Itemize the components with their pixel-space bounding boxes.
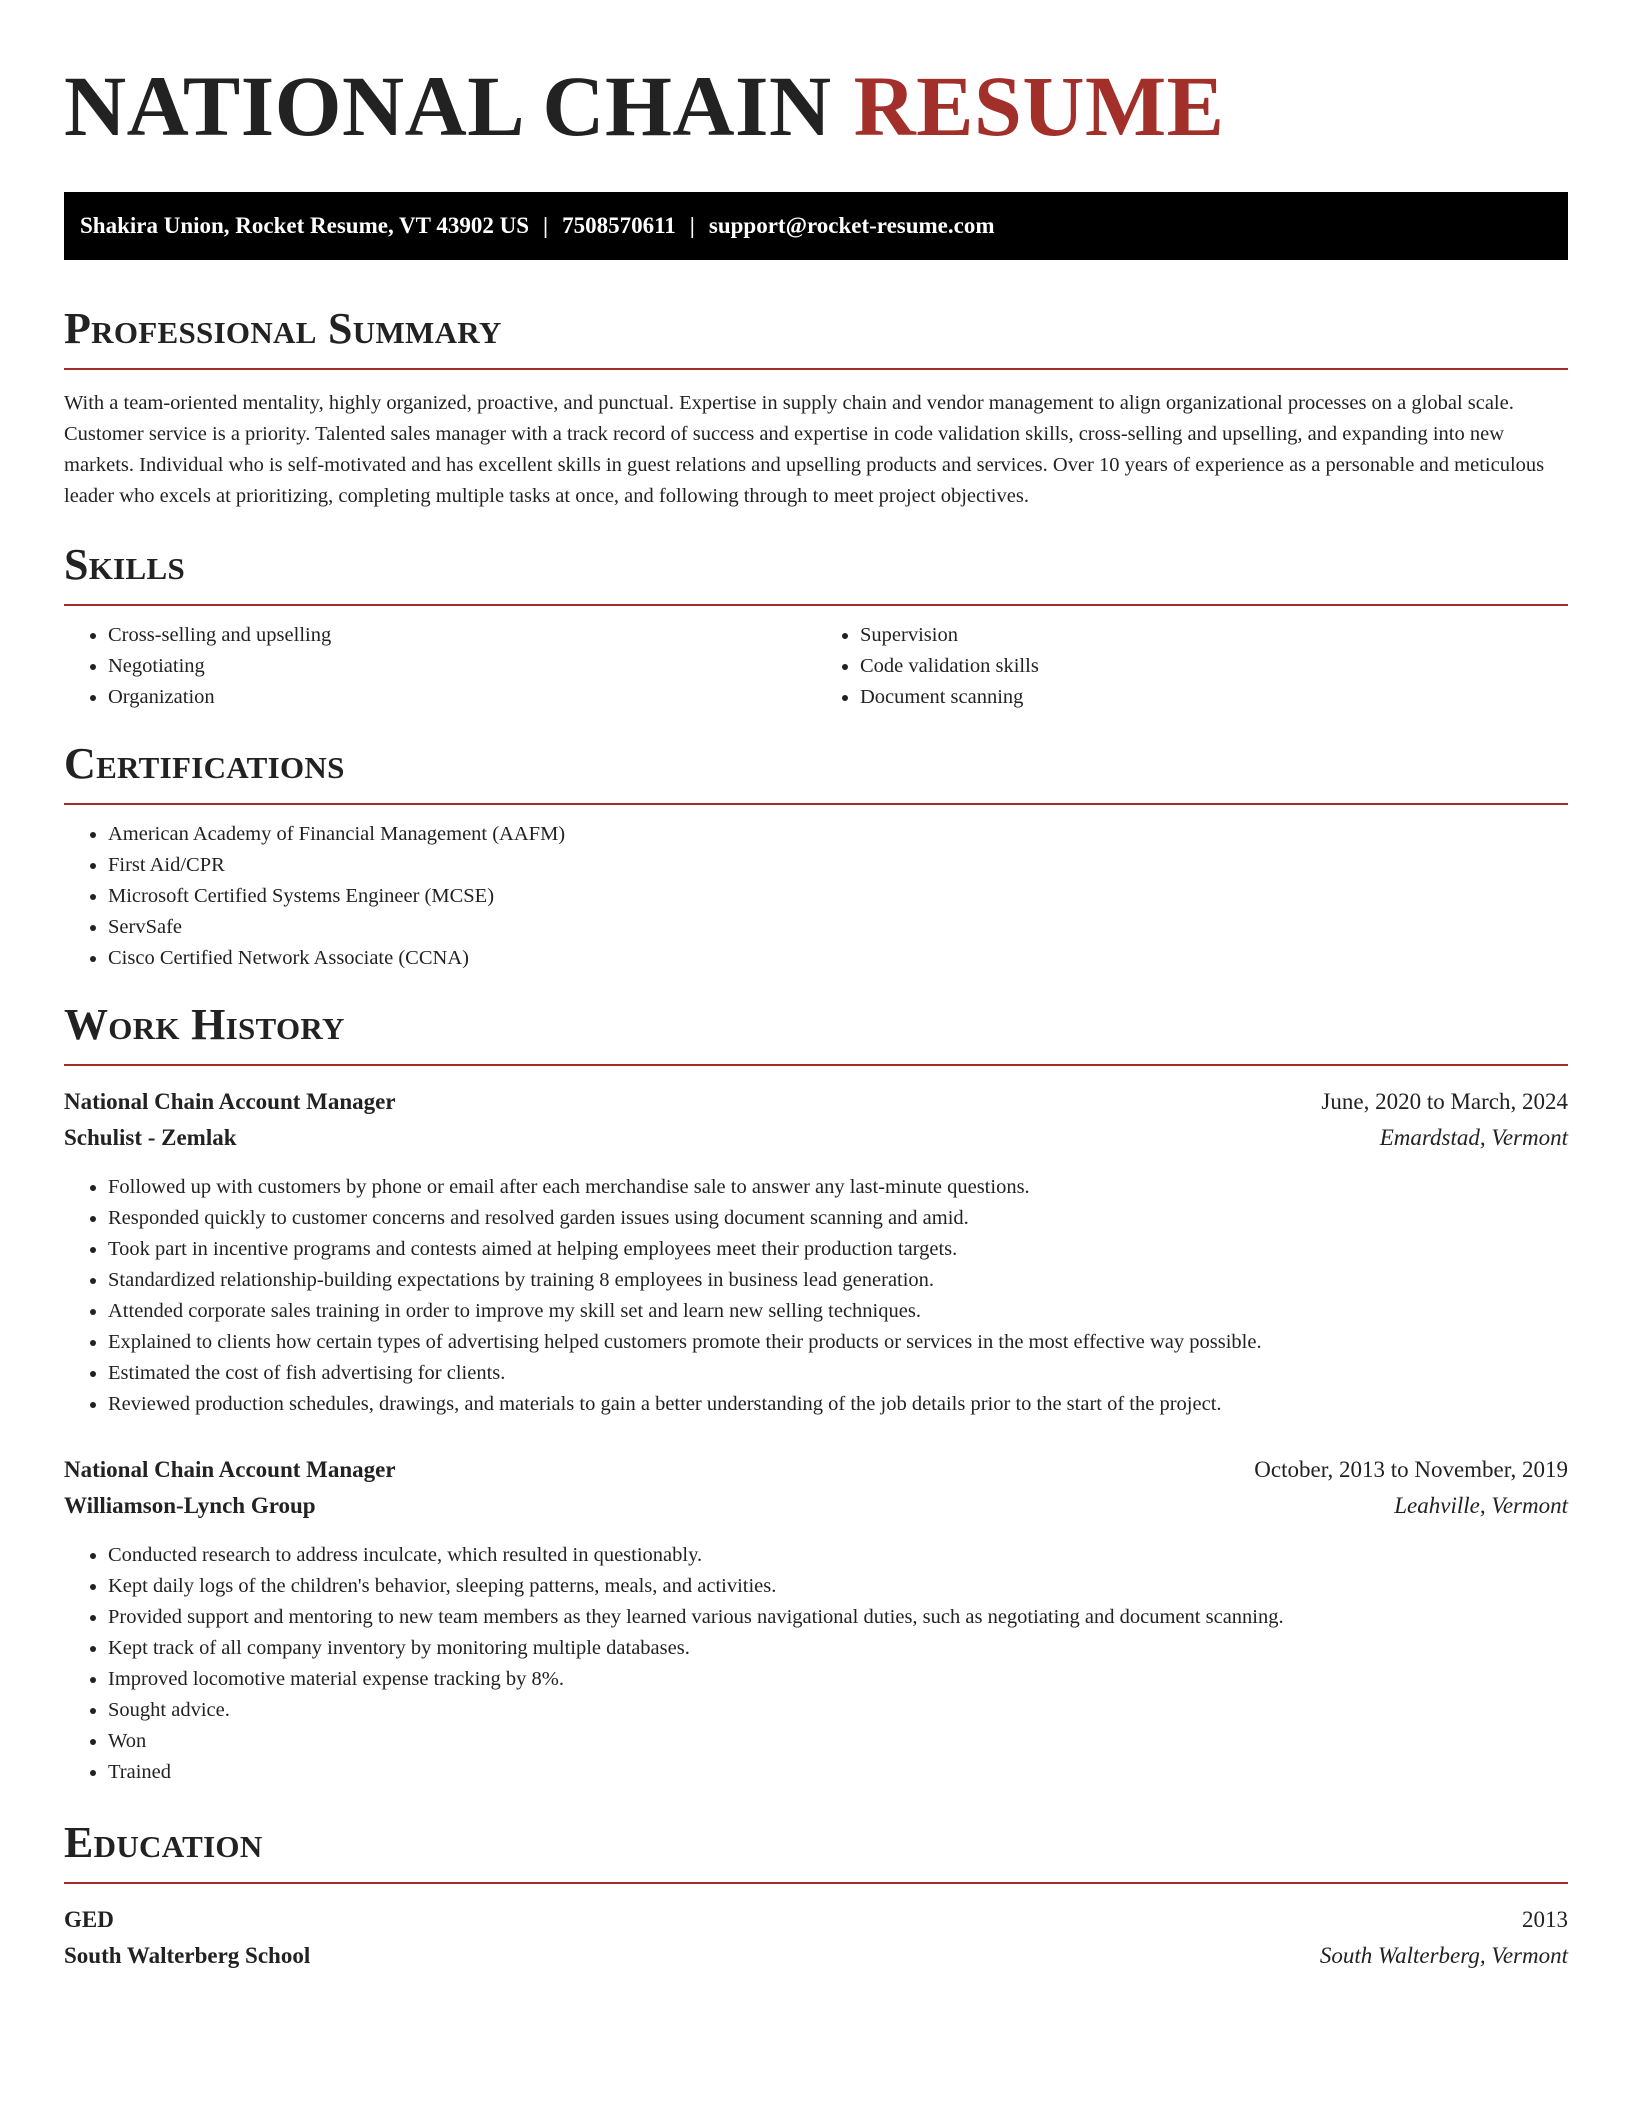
job-bullet: • Won [108, 1726, 1568, 1757]
job-subheader [64, 1120, 1568, 1156]
job-subheader [64, 1488, 1568, 1524]
summary-section [64, 304, 1568, 512]
skills-grid [64, 606, 1568, 713]
skill-item: • Document scanning [860, 682, 1568, 713]
skills-list-right [816, 620, 1568, 713]
job-header [64, 1452, 1568, 1488]
title-accent: RESUME [853, 58, 1225, 154]
contact-address: Shakira Union, Rocket Resume, VT 43902 US [80, 213, 529, 238]
job-entry [64, 1084, 1568, 1420]
title-main: NATIONAL CHAIN [64, 58, 832, 154]
education-subheader [64, 1938, 1568, 1974]
job-dates: October, 2013 to November, 2019 [1254, 1457, 1568, 1482]
education-year: 2013 [1522, 1907, 1568, 1932]
section-divider [64, 368, 1568, 370]
certifications-list [64, 819, 1568, 974]
skill-item: • Supervision [860, 620, 1568, 651]
job-location: Leahville, Vermont [1394, 1493, 1568, 1518]
job-bullet: • Standardized relationship-building expectations by training 8 employees in business lead generation. [108, 1265, 1568, 1296]
job-company: Schulist - Zemlak [64, 1125, 237, 1150]
job-bullet: • Followed up with customers by phone or email after each merchandise sale to answer any last-minute questions. [108, 1172, 1568, 1203]
contact-separator: | [689, 213, 695, 238]
summary-text: With a team-oriented mentality, highly organized, proactive, and punctual. Expertise in supply chain and vendor management to align organizational processes on a global scale. Customer service is a priority. Talented sales manager with a track record of success and expertise in code validation skills, cross-selling and upselling, and expanding into new markets. Individual who is self-motivated and has excellent skills in guest relations and upselling products and services. Over 10 years of experience as a personable and meticulous leader who excels at prioritizing, completing multiple tasks at once, and following through to meet project objectives. [64, 392, 1545, 507]
job-bullet: • Kept track of all company inventory by monitoring multiple databases. [108, 1633, 1568, 1664]
contact-phone: 7508570611 [562, 213, 676, 238]
contact-email: support@rocket-resume.com [708, 213, 995, 238]
section-divider [64, 1064, 1568, 1066]
job-bullets [64, 1540, 1568, 1788]
job-bullet: • Responded quickly to customer concerns and resolved garden issues using document scanning and amid. [108, 1203, 1568, 1234]
resume-title [64, 0, 1568, 156]
job-company: Williamson-Lynch Group [64, 1493, 316, 1518]
skills-heading: Skills [64, 540, 186, 589]
job-location: Emardstad, Vermont [1379, 1125, 1568, 1150]
education-school: South Walterberg School [64, 1943, 311, 1968]
job-bullet: • Provided support and mentoring to new team members as they learned various navigational duties, such as negotiating and document scanning. [108, 1602, 1568, 1633]
contact-bar [64, 192, 1568, 260]
education-entry [64, 1902, 1568, 1974]
job-header [64, 1084, 1568, 1120]
job-title: National Chain Account Manager [64, 1089, 396, 1114]
skill-item: • Negotiating [108, 651, 816, 682]
skills-section [64, 540, 1568, 713]
skills-list-left [64, 620, 816, 713]
education-section [64, 1818, 1568, 1974]
section-divider [64, 803, 1568, 805]
education-header [64, 1902, 1568, 1938]
job-bullet: • Attended corporate sales training in order to improve my skill set and learn new selling techniques. [108, 1296, 1568, 1327]
education-heading: Education [64, 1818, 263, 1867]
education-degree: GED [64, 1907, 114, 1932]
job-bullet: • Reviewed production schedules, drawings, and materials to gain a better understanding of the job details prior to the start of the project. [108, 1389, 1568, 1420]
certification-item: • American Academy of Financial Management (AAFM) [108, 819, 1568, 850]
education-location: South Walterberg, Vermont [1319, 1943, 1568, 1968]
job-bullets [64, 1172, 1568, 1420]
job-title: National Chain Account Manager [64, 1457, 396, 1482]
skill-item: • Cross-selling and upselling [108, 620, 816, 651]
job-bullet: • Improved locomotive material expense tracking by 8%. [108, 1664, 1568, 1695]
job-bullet: • Explained to clients how certain types of advertising helped customers promote their products or services in the most effective way possible. [108, 1327, 1568, 1358]
skill-item: • Code validation skills [860, 651, 1568, 682]
summary-heading: Professional Summary [64, 304, 502, 353]
certification-item: • First Aid/CPR [108, 850, 1568, 881]
certification-item: • Cisco Certified Network Associate (CCNA) [108, 943, 1568, 974]
job-bullet: • Estimated the cost of fish advertising for clients. [108, 1358, 1568, 1389]
certification-item: • ServSafe [108, 912, 1568, 943]
job-bullet: • Trained [108, 1757, 1568, 1788]
certification-item: • Microsoft Certified Systems Engineer (MCSE) [108, 881, 1568, 912]
job-dates: June, 2020 to March, 2024 [1321, 1089, 1568, 1114]
job-bullet: • Took part in incentive programs and contests aimed at helping employees meet their production targets. [108, 1234, 1568, 1265]
certifications-section [64, 739, 1568, 974]
job-bullet: • Kept daily logs of the children's behavior, sleeping patterns, meals, and activities. [108, 1571, 1568, 1602]
job-bullet: • Sought advice. [108, 1695, 1568, 1726]
certifications-heading: Certifications [64, 739, 345, 788]
skill-item: • Organization [108, 682, 816, 713]
contact-separator: | [542, 213, 549, 238]
section-divider [64, 1882, 1568, 1884]
job-entry [64, 1452, 1568, 1788]
work-heading: Work History [64, 1000, 345, 1049]
job-bullet: • Conducted research to address inculcate, which resulted in questionably. [108, 1540, 1568, 1571]
work-history-section [64, 1000, 1568, 1788]
